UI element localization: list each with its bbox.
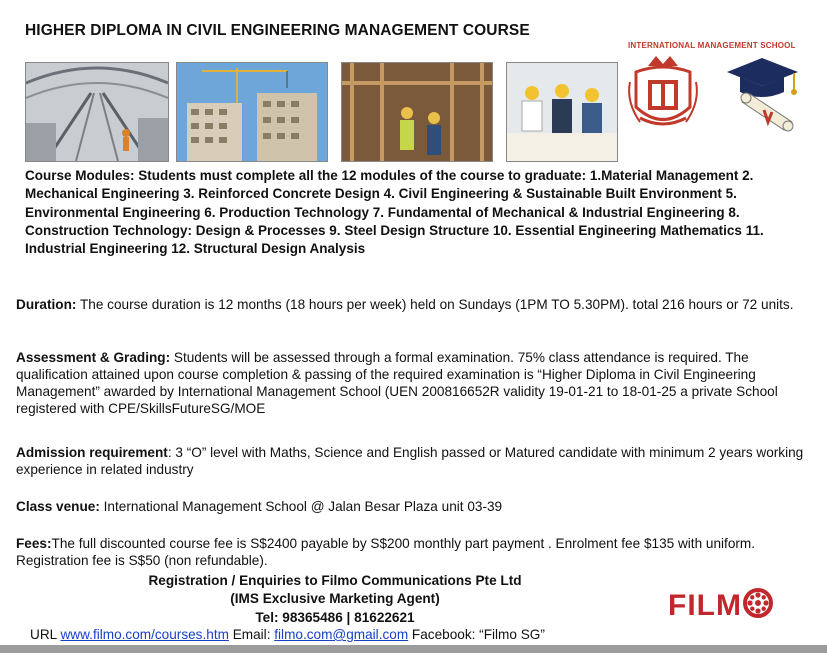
school-crest-icon [626,52,701,136]
admission-text: : 3 “O” level with Maths, Science and English passed or Matured candidate with minimum 2 years working experience in related industry [16,445,804,477]
fees-section [16,535,806,569]
duration-section [16,296,806,313]
bottom-bar [0,645,827,653]
registration-phone: Tel: 98365486 | 81622621 [255,610,415,625]
venue-text: International Management School @ Jalan Besar Plaza unit 03-39 [99,499,503,514]
film-reel-icon [743,588,773,618]
admission-section [16,444,806,478]
duration-text: The course duration is 12 months (18 hours per week) held on Sundays (1PM TO 5.30PM). total 216 hours or 72 units. [76,297,794,312]
facebook-text: Facebook: “Filmo SG” [408,627,545,642]
website-link[interactable]: www.filmo.com/courses.htm [60,627,229,642]
registration-line-2: (IMS Exclusive Marketing Agent) [230,591,440,606]
fees-label: Fees: [16,536,52,551]
assessment-text: Students will be assessed through a formal examination. 75% class attendance is required. The qualification attained upon course completion & passing of the required examination is “Higher Diploma in Civil Engineering Management” awarded by International Management School (UEN 200816652R validity 19-01-21 to 18-01-25 a private School registered with CPE/SkillsFutureSG/MOE [16,350,778,416]
assessment-section [16,349,806,417]
contact-line [30,627,545,642]
photo-building-construction [176,62,328,162]
photo-engineers-meeting [506,62,618,162]
admission-label: Admission requirement [16,445,168,460]
photo-railway-station [25,62,169,162]
course-modules: Course Modules: Students must complete all the 12 modules of the course to graduate: 1.Material Management 2. Mechanical Engineering 3. Reinforced Concrete Design 4. Civil Engineering & Sustainable Built Environment 5. Environmental Engineering 6. Production Technology 7. Fundamental of Mechanical & Industrial Engineering 8. Construction Technology: Design & Processes 9. Steel Design Structure 10. Essential Engineering Mathematics 11. Industrial Engineering 12. Structural Design Analysis [25,168,764,257]
school-name: INTERNATIONAL MANAGEMENT SCHOOL [628,41,796,50]
page-title: HIGHER DIPLOMA IN CIVIL ENGINEERING MANAGEMENT COURSE [25,22,530,39]
duration-label: Duration: [16,297,77,312]
graduation-cap-icon [722,50,802,140]
filmo-logo-text: FILM [668,589,742,622]
fees-text: The full discounted course fee is S$2400 payable by S$200 monthly part payment . Enrolment fee $135 with uniform. Registration fee is S$50 (non refundable). [16,536,756,568]
registration-line-1: Registration / Enquiries to Filmo Communications Pte Ltd [148,573,522,588]
url-label: URL [30,627,61,642]
filmo-logo [668,588,773,623]
photo-construction-workers [341,62,493,162]
venue-section [16,498,806,515]
email-label: Email: [228,627,275,642]
email-link[interactable]: filmo.com@gmail.com [274,627,409,642]
assessment-label: Assessment & Grading: [16,350,171,365]
venue-label: Class venue: [16,499,100,514]
